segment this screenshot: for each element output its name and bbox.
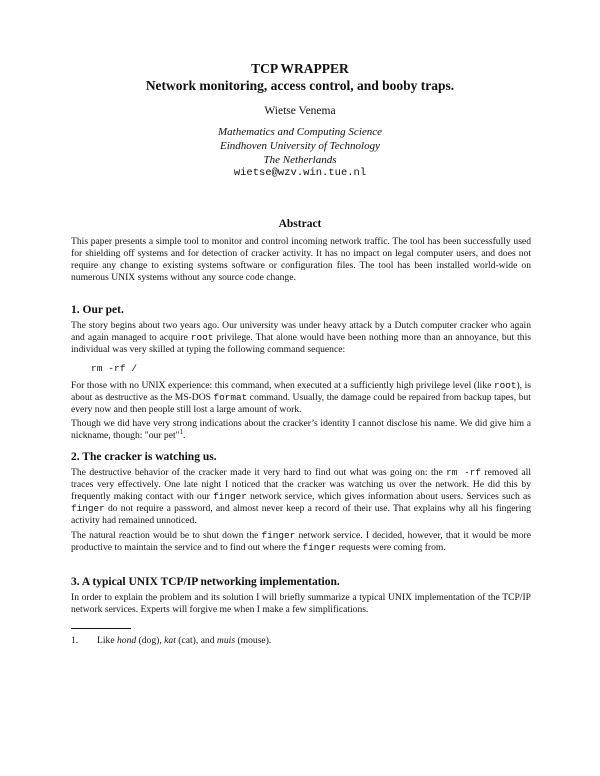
- affiliation-line-1: Mathematics and Computing Science: [217, 126, 383, 138]
- abstract-heading: Abstract: [278, 218, 322, 230]
- author-email: wietse@wzv.win.tue.nl: [233, 167, 367, 179]
- code-finger-4: finger: [302, 542, 337, 553]
- footnote-rule: [71, 628, 131, 629]
- footnote-ref-1: 1: [179, 427, 184, 436]
- code-root-2: root: [493, 380, 517, 391]
- code-rm-rf: rm -rf: [446, 467, 481, 478]
- section-3-heading: 3. A typical UNIX TCP/IP networking implementation.: [71, 576, 340, 588]
- affiliation-line-3: The Netherlands: [263, 154, 337, 166]
- command-line: rm -rf /: [91, 363, 138, 374]
- footnote: 1. Like hond (dog), kat (cat), and muis (mouse).: [71, 635, 272, 646]
- abstract-text: This paper presents a simple tool to monitor and control incoming network traffic. The tool has been successfully used for shielding off systems and for detection of cracker activity. It has no impact on legal computer users, and does not require any change to existing systems software or configuration files. The tool has been installed world-wide on numerous UNIX systems without any source code change.: [71, 236, 531, 283]
- footnote-number: 1.: [71, 635, 79, 646]
- code-format: format: [213, 392, 248, 403]
- section-2-paragraph-2: The natural reaction would be to shut down the finger network service. I decided, however, that it would be more productive to maintain the service and to find out where the finger requests were coming from.: [71, 530, 531, 553]
- section-1-paragraph-3: Though we did have very strong indications about the cracker’s identity I cannot disclose his name. We did give him a nickname, though: "our pet"$^1$.: [71, 418, 531, 441]
- code-finger-1: finger: [213, 491, 247, 502]
- section-1-paragraph-1: The story begins about two years ago. Our university was under heavy attack by a Dutch computer cracker who again and again managed to acquire root privilege. That alone would have been nothing more than an annoyance, but this individual was very skilled at typing the following command sequence:: [71, 320, 531, 355]
- section-1-paragraph-2: For those with no UNIX experience: this command, when executed at a sufficiently high privilege level (like root), is about as destructive as the MS-DOS format command. Usually, the damage could be repaired from backup tapes, but every now and then people still lost a large amount of work.: [71, 380, 532, 415]
- section-3-paragraph-1: In order to explain the problem and its solution I will briefly summarize a typical UNIX implementation of the TCP/IP network services. Experts will forgive me when I make a few simplifications.: [71, 592, 531, 615]
- author-name: Wietse Venema: [264, 105, 336, 117]
- section-2-paragraph-1: The destructive behavior of the cracker made it very hard to find out what was going on: the rm -rf removed all traces very effectively. One late night I noticed that the cracker was watching us over the network. He did this by frequently making contact with our finger network service, which gives information about users. Services such as finger do not require a password, and almost never keep a record of their use. That explains why all his fingering activity had remained unnoticed.: [71, 467, 531, 526]
- code-finger-3: finger: [261, 530, 296, 541]
- affiliation-line-2: Eindhoven University of Technology: [220, 140, 380, 152]
- section-2-heading: 2. The cracker is watching us.: [71, 451, 217, 463]
- code-finger-2: finger: [71, 503, 105, 514]
- title-line-1: TCP WRAPPER: [251, 61, 349, 76]
- title-line-2: Network monitoring, access control, and booby traps.: [145, 78, 455, 93]
- code-root: root: [190, 332, 214, 343]
- section-1-heading: 1. Our pet.: [71, 304, 124, 316]
